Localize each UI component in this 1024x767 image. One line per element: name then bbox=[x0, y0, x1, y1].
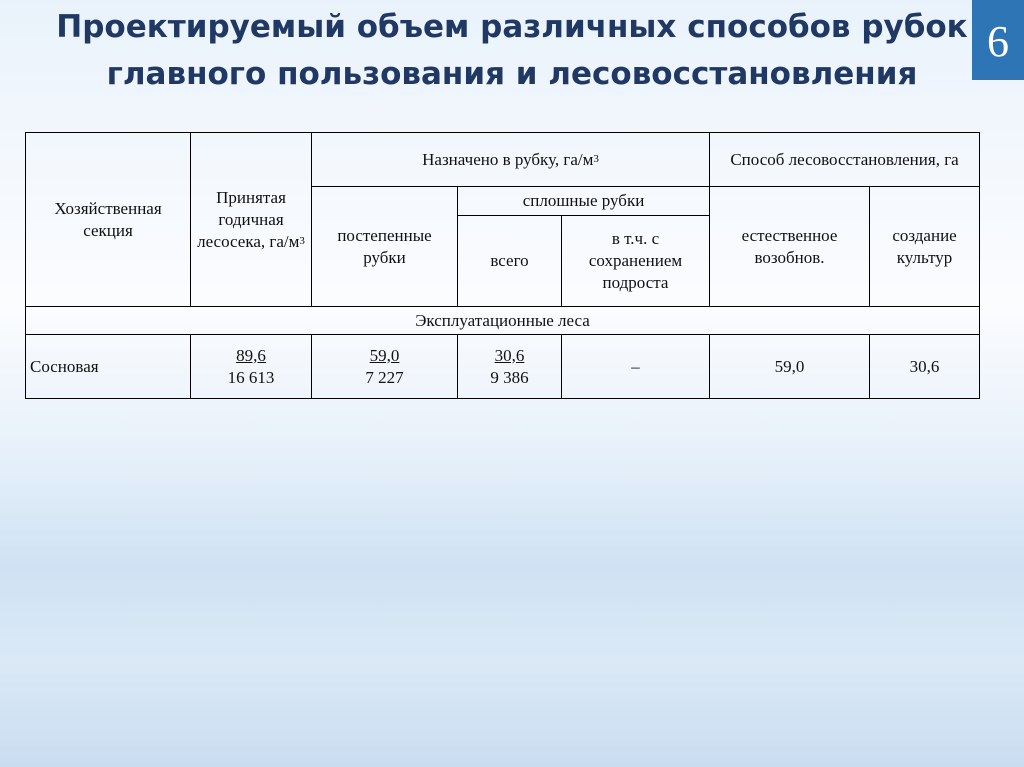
cell-total-ha: 30,6 bbox=[494, 345, 525, 365]
slide-title bbox=[0, 4, 1024, 98]
cell-annual-cut bbox=[191, 335, 312, 399]
slide-title-line-1: Проектируемый объем различных способов рубок bbox=[56, 9, 968, 45]
cell-gradual-m3: 7 227 bbox=[365, 367, 404, 387]
header-section: Хозяйственная секция bbox=[26, 133, 191, 307]
cell-planting: 30,6 bbox=[870, 335, 980, 399]
slide-title-line-2: главного пользования и лесовосстановления bbox=[106, 56, 918, 92]
header-assigned: Назначено в рубку, $га/м^3$ bbox=[312, 133, 710, 187]
cell-section: Сосновая bbox=[26, 335, 191, 399]
cell-incl-undergrowth: – bbox=[562, 335, 710, 399]
header-natural: естественное возобнов. bbox=[710, 187, 870, 307]
cell-annual-cut-ha: 89,6 bbox=[236, 345, 266, 365]
cell-total-m3: 9 386 bbox=[490, 367, 529, 387]
cutting-volume-table bbox=[25, 132, 980, 399]
header-total: всего bbox=[458, 216, 562, 307]
header-gradual: постепенные рубки bbox=[312, 187, 458, 307]
cell-gradual bbox=[312, 335, 458, 399]
cell-natural: 59,0 bbox=[710, 335, 870, 399]
group-row-exploitation-forests: Эксплуатационные леса bbox=[26, 307, 980, 335]
cell-gradual-ha: 59,0 bbox=[369, 345, 400, 365]
header-reforestation: Способ лесовосстановления, га bbox=[710, 133, 980, 187]
header-incl-undergrowth: в т.ч. с сохранением подроста bbox=[562, 216, 710, 307]
cell-total bbox=[458, 335, 562, 399]
header-clear: сплошные рубки bbox=[458, 187, 710, 216]
header-annual-cut: Принятая годичная лесосека, $га/м^3$ bbox=[191, 133, 312, 307]
cell-annual-cut-m3: 16 613 bbox=[227, 367, 275, 387]
table-row bbox=[26, 335, 980, 399]
slide-number-badge: 6 bbox=[972, 0, 1024, 80]
header-planting: создание культур bbox=[870, 187, 980, 307]
